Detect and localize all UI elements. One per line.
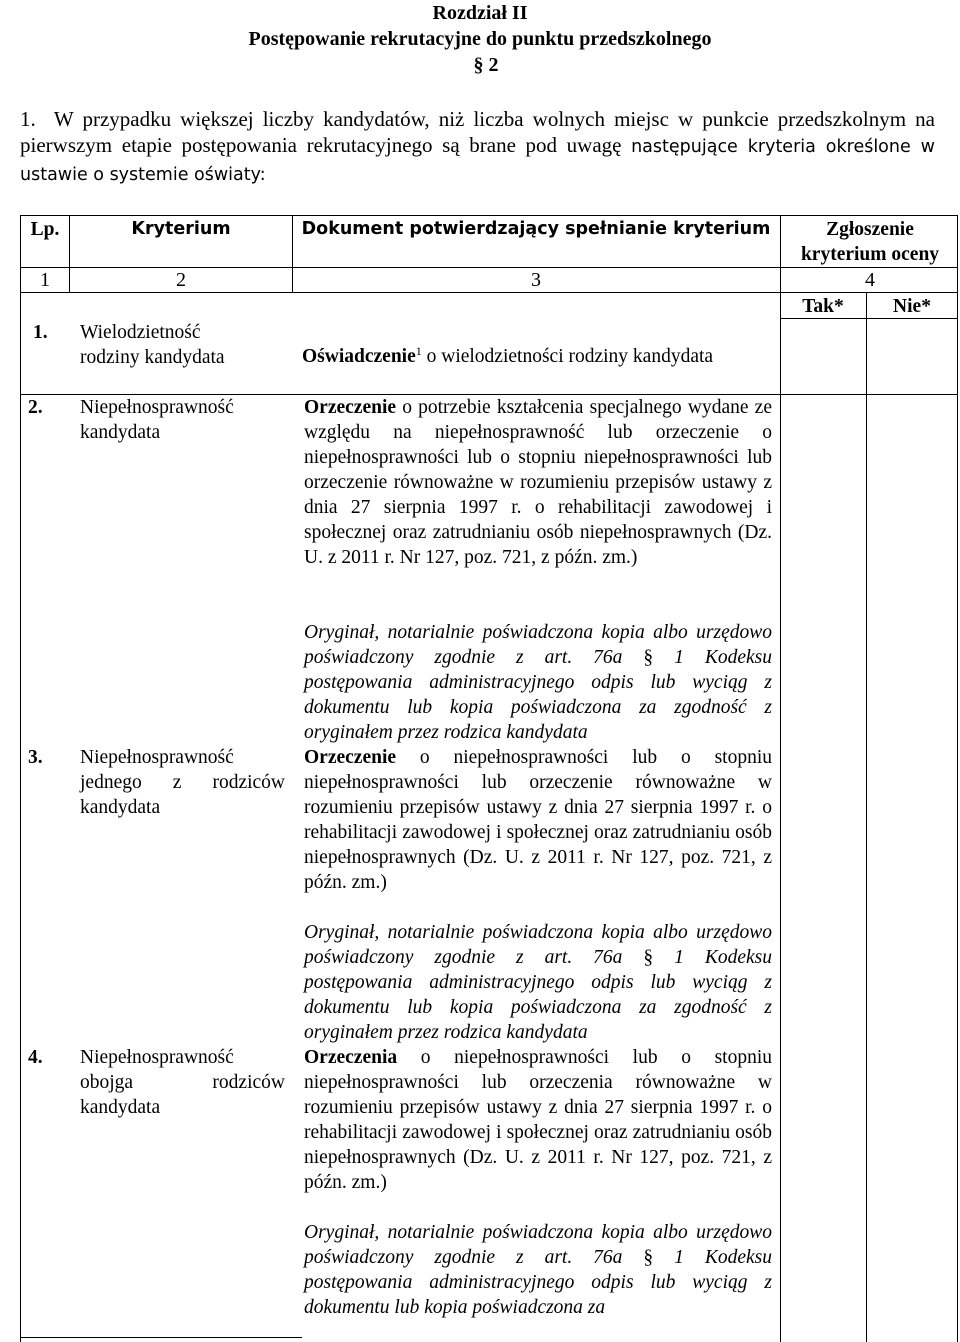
row-2-note-text-end: 1 Kodeksu postępowania administracyjnego odpis lub wyciąg z dokumentu lub kopia poświadczona za zgodność z oryginałem przez rodzica kandydata <box>304 647 773 743</box>
section-sign: § 2 <box>473 54 499 76</box>
row-2-note-text: Oryginał, notarialnie poświadczona kopia albo urzędowo poświadczony zgodnie z art. 76a <box>304 622 772 668</box>
col-number-1: 1 <box>40 269 50 291</box>
intro-text: W przypadku większej liczby kandydatów, niż liczba wolnych miejsc w punkcie przedszkolnym na pierwszym etapie postępowania rekrutacyjnego są brane pod uwagę <box>20 107 935 157</box>
row-4-note <box>304 1220 772 1320</box>
chapter-header <box>0 0 960 78</box>
row-1-kryterium <box>80 320 285 370</box>
row-2-document <box>304 395 772 570</box>
row-4-note-text-end: 1 Kodeksu postępowania administracyjnego odpis lub wyciąg z dokumentu lub kopia poświadczona za <box>304 1247 773 1318</box>
intro-paragraph <box>20 106 935 188</box>
row-3-note-text: Oryginał, notarialnie poświadczona kopia albo urzędowo poświadczony zgodnie z art. 76a <box>304 922 772 968</box>
intro-number: 1. <box>20 107 36 131</box>
row-3-doc-type: Orzeczenie <box>304 747 397 768</box>
header-kryterium-oceny: kryterium oceny <box>800 244 940 265</box>
intro-text-end: następujące kryteria określone w ustawie o systemie oświaty: <box>20 137 935 185</box>
header-lp: Lp. <box>30 219 60 240</box>
row-1-document <box>302 344 777 369</box>
row-2-doc-desc: o potrzebie kształcenia specjalnego wydane ze względu na niepełnosprawność lub orzeczenie o niepełnosprawności lub o stopniu niepełnosprawności lub orzeczenie równoważne w rozumieniu przepisów ustawy z dnia 27 sierpnia 1997 r. o rehabilitacji zawodowej i społecznej oraz zatrudnianiu osób niepełnosprawnych (Dz. U. z 2011 r. Nr 127, poz. 721, z późn. zm.) <box>304 397 772 568</box>
chapter-subtitle: Postępowanie rekrutacyjne do punktu przedszkolnego <box>248 28 712 50</box>
table-border-top <box>20 215 958 216</box>
row-3-kryterium: Niepełnosprawność jednego z rodziców kandydata <box>80 747 285 818</box>
row-1-lp: 1. <box>33 322 48 343</box>
row-3-note-text-end: 1 Kodeksu postępowania administracyjnego odpis lub wyciąg z dokumentu lub kopia poświadczona za zgodność z oryginałem przez rodzica kandydata <box>304 947 773 1043</box>
header-nie: Nie* <box>893 296 931 317</box>
row-2-doc-type: Orzeczenie <box>304 397 397 418</box>
row-4-lp: 4. <box>28 1047 43 1068</box>
header-dokument: Dokument potwierdzający spełnianie kryterium <box>301 219 771 239</box>
footnote-ref: 1 <box>415 344 422 358</box>
row-4-doc-type: Orzeczenia <box>304 1047 398 1068</box>
row-2-kryterium: Niepełnosprawność kandydata <box>80 397 234 443</box>
header-zgloszenie: Zgłoszenie <box>826 219 914 240</box>
row-4-doc-desc: o niepełnosprawności lub o stopniu niepełnosprawności lub orzeczenia równoważne w rozumieniu przepisów ustawy z dnia 27 sierpnia 1997 r. o rehabilitacji zawodowej i społecznej oraz zatrudnianiu osób niepełnosprawnych (Dz. U. z 2011 r. Nr 127, poz. 721, z późn. zm.) <box>304 1047 772 1193</box>
footnote-separator <box>20 1337 302 1338</box>
col-number-2: 2 <box>176 269 186 291</box>
row-3-note <box>304 920 772 1045</box>
paragraph-sign: § <box>643 647 654 668</box>
table-col-rule <box>866 293 867 1342</box>
row-2-lp: 2. <box>28 397 43 418</box>
row-4-kryterium: Niepełnosprawność obojga rodziców kandydata <box>80 1047 285 1118</box>
row-3-doc-desc: o niepełnosprawności lub o stopniu niepełnosprawności lub orzeczenie równoważne w rozumieniu przepisów ustawy z dnia 27 sierpnia 1997 r. o rehabilitacji zawodowej i społecznej oraz zatrudnianiu osób niepełnosprawnych (Dz. U. z 2011 r. Nr 127, poz. 721, z późn. zm.) <box>304 747 772 893</box>
table-col-rule <box>780 215 781 1342</box>
table-border-right <box>957 215 958 1342</box>
row-1-kryterium-line: Wielodzietność <box>80 322 201 343</box>
paragraph-sign: § <box>643 947 654 968</box>
row-1-doc-type: Oświadczenie <box>302 346 416 367</box>
row-1-kryterium-line: rodziny kandydata <box>80 347 225 368</box>
table-border-left <box>20 215 21 1342</box>
col-number-3: 3 <box>531 269 541 291</box>
header-tak: Tak* <box>802 296 844 317</box>
header-kryterium: Kryterium <box>131 219 231 239</box>
row-3-lp: 3. <box>28 747 43 768</box>
chapter-title: Rozdział II <box>432 2 528 24</box>
row-2-note <box>304 620 772 745</box>
row-4-note-text: Oryginał, notarialnie poświadczona kopia albo urzędowo poświadczony zgodnie z art. 76a <box>304 1222 772 1268</box>
col-number-4: 4 <box>865 269 875 291</box>
row-1-doc-desc: o wielodzietności rodziny kandydata <box>421 346 714 367</box>
paragraph-sign: § <box>643 1247 654 1268</box>
row-3-document <box>304 745 772 895</box>
row-4-document <box>304 1045 772 1195</box>
